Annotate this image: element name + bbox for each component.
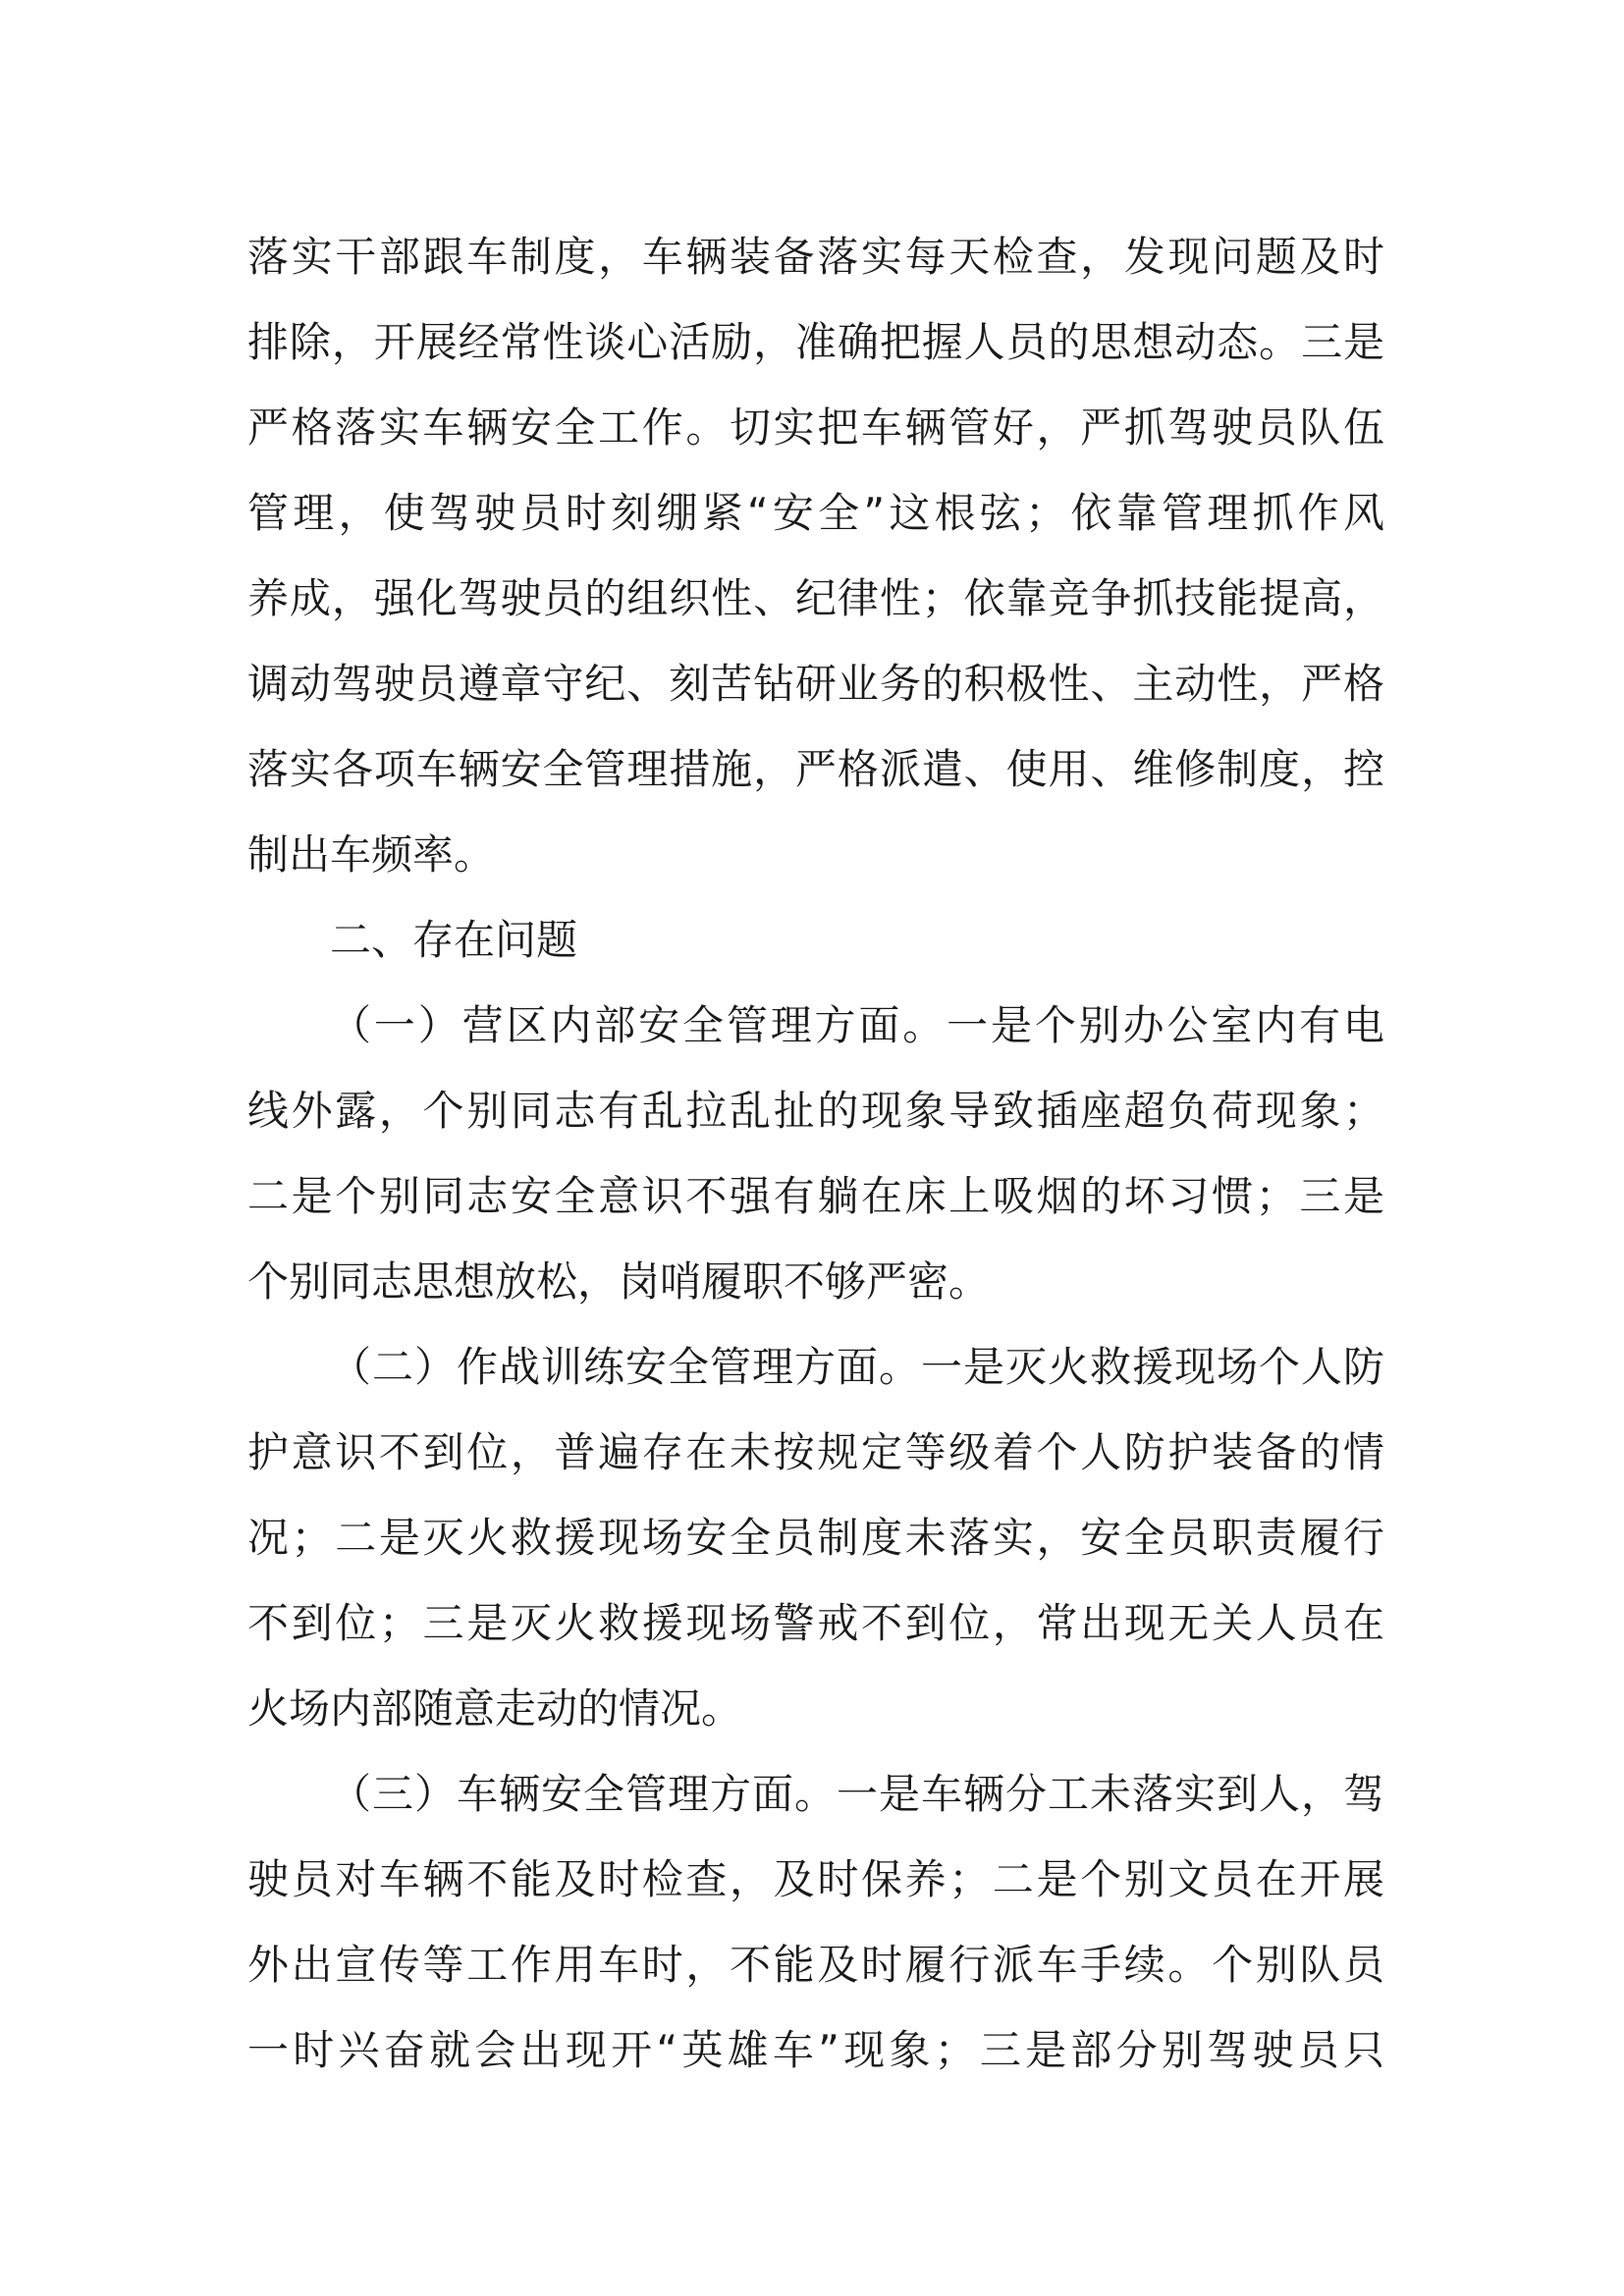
paragraph-line-11: 二是个别同志安全意识不强有躺在床上吸烟的坏习惯；三是 — [247, 1172, 1384, 1220]
paragraph-line-10: 线外露，个别同志有乱拉乱扯的现象导致插座超负荷现象； — [247, 1087, 1384, 1135]
document-page — [247, 214, 1384, 2093]
paragraph-line-3: 严格落实车辆安全工作。切实把车辆管好，严抓驾驶员队伍 — [247, 403, 1384, 452]
paragraph-line-9: （一）营区内部安全管理方面。一是个别办公室内有电 — [330, 1001, 1384, 1049]
paragraph-line-12: 个别同志思想放松，岗哨履职不够严密。 — [247, 1257, 991, 1306]
paragraph-line-14: 护意识不到位，普遍存在未按规定等级着个人防护装备的情 — [247, 1428, 1384, 1476]
paragraph-line-6: 调动驾驶员遵章守纪、刻苦钻研业务的积极性、主动性，严格 — [247, 660, 1384, 708]
paragraph-line-21: 一时兴奋就会出现开“英雄车”现象；三是部分别驾驶员只 — [247, 2026, 1384, 2074]
paragraph-line-20: 外出宣传等工作用车时，不能及时履行派车手续。个别队员 — [247, 1941, 1384, 1989]
paragraph-line-8: 制出车频率。 — [247, 830, 496, 879]
paragraph-line-16: 不到位；三是灭火救援现场警戒不到位，常出现无关人员在 — [247, 1599, 1384, 1647]
paragraph-line-4: 管理，使驾驶员时刻绷紧“安全”这根弦；依靠管理抓作风 — [247, 489, 1384, 537]
section-heading-problems: 二、存在问题 — [330, 916, 578, 964]
paragraph-line-18: （三）车辆安全管理方面。一是车辆分工未落实到人，驾 — [330, 1770, 1384, 1818]
paragraph-line-13: （二）作战训练安全管理方面。一是灭火救援现场个人防 — [330, 1343, 1384, 1391]
paragraph-line-7: 落实各项车辆安全管理措施，严格派遣、使用、维修制度，控 — [247, 745, 1384, 793]
paragraph-line-1: 落实干部跟车制度，车辆装备落实每天检查，发现问题及时 — [247, 233, 1384, 281]
paragraph-line-19: 驶员对车辆不能及时检查，及时保养；二是个别文员在开展 — [247, 1855, 1384, 1903]
paragraph-line-17: 火场内部随意走动的情况。 — [247, 1684, 743, 1733]
paragraph-line-15: 况；二是灭火救援现场安全员制度未落实，安全员职责履行 — [247, 1514, 1384, 1562]
paragraph-line-2: 排除，开展经常性谈心活励，准确把握人员的思想动态。三是 — [247, 318, 1384, 366]
paragraph-line-5: 养成，强化驾驶员的组织性、纪律性；依靠竞争抓技能提高， — [247, 574, 1384, 622]
